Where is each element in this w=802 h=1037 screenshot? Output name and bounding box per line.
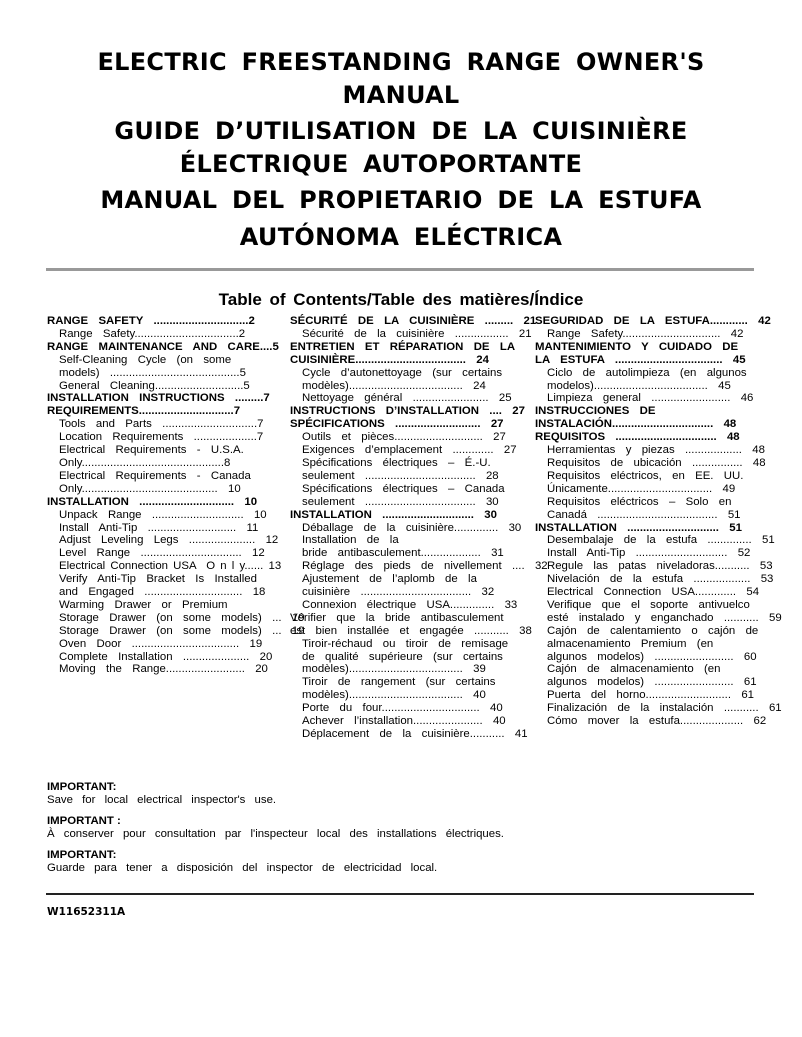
toc-entry-line: Moving the Range......................... 20	[59, 663, 268, 676]
toc-entry-line: modelos).................................... 45	[547, 379, 731, 392]
toc-entry-line: Desembalaje de la estufa .............. 51	[547, 534, 775, 547]
toc-section-line: ENTRETIEN ET RÉPARATION DE LA	[290, 340, 516, 353]
important-note-french	[47, 815, 504, 841]
toc-entry-line: Limpieza general ......................... 46	[547, 392, 754, 405]
toc-entry-line: algunos modelos) ......................... 60	[547, 650, 757, 663]
toc-entry-line: Adjust Leveling Legs ..................... 12	[59, 534, 279, 547]
important-text: À conserver pour consultation par l'inspecteur local des installations électriques.	[47, 828, 504, 840]
toc-entry-line: Electrical Connection USA............. 54	[547, 586, 760, 599]
toc-entry-line: bride antibasculement................... 31	[302, 547, 504, 560]
toc-entry-line: Puerta del horno........................... 61	[547, 689, 754, 702]
toc-entry-line: Requisitos eléctricos, en EE. UU.	[547, 469, 744, 482]
toc-entry-line: Nettoyage général ........................ 25	[302, 392, 512, 405]
toc-entry-line: modèles).................................... 24	[302, 379, 486, 392]
toc-section-line: CUISINIÈRE................................... 24	[290, 353, 489, 366]
toc-entry-line: Canadá ...................................... 51	[547, 508, 741, 521]
toc-entry-line: Tools and Parts ..............................7	[59, 418, 264, 431]
toc-entry-line: Regule las patas niveladoras........... 53	[547, 560, 773, 573]
important-text: Guarde para tener a disposición del inspector de electricidad local.	[47, 862, 438, 874]
toc-section-line: RANGE SAFETY ..............................2	[47, 315, 255, 327]
toc-section-line: SÉCURITÉ DE LA CUISINIÈRE ......... 21	[290, 315, 537, 327]
toc-entry-line: Unpack Range ............................. 10	[59, 508, 267, 521]
toc-entry-line: Tiroir de rangement (sur certains	[302, 676, 496, 689]
toc-entry-line: modèles).................................... 39	[302, 663, 486, 676]
toc-entry-line: Herramientas y piezas .................. 48	[547, 444, 765, 457]
toc-entry-line: Sécurité de la cuisinière ................. 21	[302, 327, 532, 340]
toc-entry-line: Electrical Requirements - U.S.A.	[59, 444, 244, 457]
toc-entry-line: Complete Installation ..................... 20	[59, 650, 273, 663]
toc-section-line: REQUIREMENTS..............................7	[47, 405, 241, 418]
toc-entry-line: Electrical Connection USA O n l y...... 13	[59, 560, 282, 573]
toc-entry-line: Déballage de la cuisinière.............. 30	[302, 521, 522, 534]
toc-section-line: INSTALLATION INSTRUCTIONS .........7	[47, 392, 270, 405]
title-line: ÉLECTRIQUE AUTOPORTANTE	[179, 150, 583, 178]
toc-entry-line: Storage Drawer (on some models) ... 19	[59, 624, 305, 637]
toc-entry-line: Range Safety.................................2	[59, 327, 246, 340]
important-note-english	[47, 781, 276, 807]
toc-entry-line: Warming Drawer or Premium	[59, 598, 228, 611]
toc-entry-line: Porte du four............................... 40	[302, 702, 503, 715]
toc-entry-line: and Engaged ............................... 18	[59, 586, 266, 599]
toc-entry-line: Achever l’installation...................... 40	[302, 715, 506, 728]
toc-entry-line: Self-Cleaning Cycle (on some	[59, 353, 232, 366]
title-divider	[46, 268, 754, 271]
footer-divider	[46, 893, 754, 895]
title-line: GUIDE D’UTILISATION DE LA CUISINIÈRE	[114, 117, 688, 145]
important-heading: IMPORTANT:	[47, 781, 117, 793]
toc-entry-line: Tiroir-réchaud ou tiroir de remisage	[302, 637, 509, 650]
toc-section-line: INSTALLATION ............................. 30	[290, 508, 497, 521]
toc-entry-line: Installation de la	[302, 534, 399, 547]
toc-entry-line: Spécifications électriques – Canada	[302, 482, 505, 495]
toc-entry-line: Cómo mover la estufa.................... 62	[547, 715, 767, 728]
toc-column-spanish	[535, 315, 785, 728]
toc-entry-line: Déplacement de la cuisinière........... 41	[302, 728, 528, 740]
toc-entry-line: General Cleaning............................5	[59, 379, 250, 392]
toc-entry-line: Únicamente................................. 49	[547, 482, 736, 495]
toc-entry-line: Install Anti-Tip ............................ 11	[59, 521, 259, 534]
toc-entry-line: Verifique que el soporte antivuelco	[547, 598, 750, 611]
toc-entry-line: Ajustement de l’aplomb de la	[302, 573, 477, 586]
toc-section-line: REQUISITOS ................................ 48	[535, 431, 740, 444]
toc-entry-line: Verify Anti-Tip Bracket Is Installed	[59, 573, 257, 586]
toc-entry-line: Level Range ................................ 12	[59, 547, 265, 560]
toc-entry-line: Only........................................... 10	[59, 482, 241, 495]
toc-section-line: INSTRUCTIONS D’INSTALLATION .... 27	[290, 405, 525, 418]
title-line: MANUAL DEL PROPIETARIO DE LA ESTUFA	[100, 186, 702, 214]
toc-entry-line: Range Safety............................... 42	[547, 327, 744, 340]
title-line: ELECTRIC FREESTANDING RANGE OWNER'S	[97, 48, 705, 76]
toc-entry-line: models) .........................................5	[59, 366, 246, 379]
toc-section-line: LA ESTUFA .................................. 45	[535, 353, 746, 366]
toc-entry-line: cuisinière ................................... 32	[302, 586, 495, 599]
toc-entry-line: Cycle d’autonettoyage (sur certains	[302, 366, 503, 379]
title-line: MANUAL	[342, 81, 460, 109]
toc-heading: Table of Contents/Table des matières/Índice	[218, 290, 584, 309]
toc-entry-line: Exigences d’emplacement ............. 27	[302, 444, 517, 457]
toc-entry-line: algunos modelos) ......................... 61	[547, 676, 757, 689]
toc-section-line: SEGURIDAD DE LA ESTUFA............ 42	[535, 315, 771, 327]
document-code: W11652311A	[47, 906, 126, 918]
toc-entry-line: Install Anti-Tip ............................. 52	[547, 547, 751, 560]
toc-entry-line: Cajón de almacenamiento (en	[547, 663, 721, 676]
important-heading: IMPORTANT:	[47, 849, 117, 861]
toc-entry-line: Spécifications électriques – É.-U.	[302, 456, 491, 469]
toc-entry-line: Electrical Requirements - Canada	[59, 469, 251, 482]
important-text: Save for local electrical inspector's use.	[47, 794, 277, 806]
toc-section-line: SPÉCIFICATIONS ........................... 27	[290, 418, 504, 431]
toc-entry-line: Storage Drawer (on some models) ... 19	[59, 611, 305, 624]
toc-entry-line: seulement ................................... 30	[302, 495, 499, 508]
toc-entry-line: Requisitos eléctricos – Solo en	[547, 495, 732, 508]
toc-entry-line: Ciclo de autolimpieza (en algunos	[547, 366, 747, 379]
toc-entry-line: Finalización de la instalación ........... 61	[547, 702, 782, 715]
toc-section-line: MANTENIMIENTO Y CUIDADO DE	[535, 340, 739, 353]
toc-entry-line: est bien installée et engagée ........... 38	[290, 624, 532, 637]
toc-section-line: RANGE MAINTENANCE AND CARE....5	[47, 340, 279, 353]
toc-entry-line: esté instalado y enganchado ........... 59	[547, 611, 782, 624]
toc-entry-line: Connexion électrique USA.............. 33	[302, 598, 518, 611]
toc-entry-line: Requisitos de ubicación ................ 48	[547, 456, 766, 469]
toc-entry-line: seulement ................................... 28	[302, 469, 499, 482]
title-line: AUTÓNOMA ELÉCTRICA	[239, 223, 563, 251]
toc-section-line: INSTALACIÓN................................ 48	[535, 418, 737, 431]
toc-entry-line: modèles).................................... 40	[302, 689, 486, 702]
important-heading: IMPORTANT :	[47, 815, 121, 827]
toc-entry-line: Vérifier que la bride antibasculement	[290, 611, 504, 624]
toc-section-line: INSTALLATION .............................. 10	[47, 495, 258, 508]
toc-entry-line: Nivelación de la estufa .................. 53	[547, 573, 774, 586]
toc-section-line: INSTALLATION ............................. 51	[535, 521, 742, 534]
toc-section-line: INSTRUCCIONES DE	[535, 405, 656, 418]
toc-entry-line: Only.............................................8	[59, 456, 231, 469]
toc-entry-line: almacenamiento Premium (en	[547, 637, 714, 650]
toc-entry-line: Outils et pièces............................ 27	[302, 431, 506, 444]
toc-entry-line: de qualité supérieure (sur certains	[302, 650, 503, 663]
important-note-spanish	[47, 849, 437, 875]
toc-entry-line: Oven Door .................................. 19	[59, 637, 263, 650]
toc-column-english	[47, 315, 305, 676]
toc-entry-line: Réglage des pieds de nivellement .... 32	[302, 560, 548, 573]
toc-column-french	[290, 315, 548, 741]
toc-entry-line: Cajón de calentamiento o cajón de	[547, 624, 759, 637]
toc-entry-line: Location Requirements ....................7	[59, 431, 264, 444]
